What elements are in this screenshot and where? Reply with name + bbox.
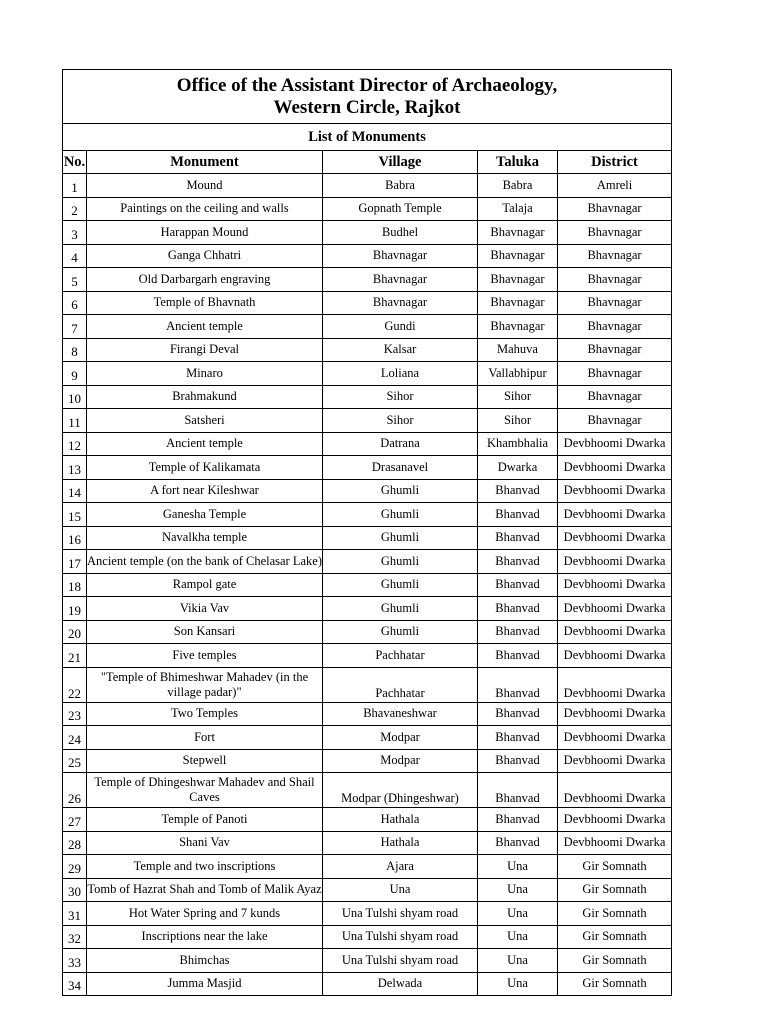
taluka-cell: Bhanvad — [478, 550, 558, 574]
monuments-table — [62, 69, 672, 996]
taluka-cell: Una — [478, 902, 558, 926]
taluka-cell: Bhavnagar — [478, 244, 558, 268]
monument-cell: Minaro — [87, 362, 323, 386]
village-cell: Pachhatar — [323, 644, 478, 668]
district-cell: Gir Somnath — [558, 878, 672, 902]
taluka-cell: Bhavnagar — [478, 291, 558, 315]
table-row — [63, 526, 672, 550]
taluka-cell: Bhanvad — [478, 749, 558, 773]
row-number: 31 — [63, 902, 87, 926]
row-number: 34 — [63, 972, 87, 996]
monument-cell: Inscriptions near the lake — [87, 925, 323, 949]
district-cell: Devbhoomi Dwarka — [558, 702, 672, 726]
row-number: 24 — [63, 726, 87, 750]
table-row — [63, 667, 672, 702]
title-line-1: Office of the Assistant Director of Archaeology, — [176, 74, 558, 96]
district-cell: Devbhoomi Dwarka — [558, 597, 672, 621]
taluka-cell: Sihor — [478, 409, 558, 433]
table-body — [63, 174, 672, 996]
table-row — [63, 949, 672, 973]
taluka-cell: Mahuva — [478, 338, 558, 362]
district-cell: Devbhoomi Dwarka — [558, 749, 672, 773]
title-row — [63, 70, 672, 124]
monument-cell: Mound — [87, 174, 323, 198]
row-number: 30 — [63, 878, 87, 902]
village-cell: Loliana — [323, 362, 478, 386]
table-row — [63, 808, 672, 832]
monument-cell: Temple of Bhavnath — [87, 291, 323, 315]
village-cell: Modpar (Dhingeshwar) — [323, 773, 478, 808]
district-cell: Bhavnagar — [558, 338, 672, 362]
village-cell: Ghumli — [323, 479, 478, 503]
monument-cell: Temple of Panoti — [87, 808, 323, 832]
district-cell: Devbhoomi Dwarka — [558, 479, 672, 503]
table-row — [63, 573, 672, 597]
monument-cell: Rampol gate — [87, 573, 323, 597]
monument-cell: Tomb of Hazrat Shah and Tomb of Malik Ayaz — [87, 878, 323, 902]
village-cell: Kalsar — [323, 338, 478, 362]
row-number: 16 — [63, 526, 87, 550]
village-cell: Una Tulshi shyam road — [323, 902, 478, 926]
monument-cell: Five temples — [87, 644, 323, 668]
village-cell: Modpar — [323, 726, 478, 750]
taluka-cell: Bhanvad — [478, 479, 558, 503]
district-cell: Bhavnagar — [558, 291, 672, 315]
table-row — [63, 409, 672, 433]
monument-cell: Son Kansari — [87, 620, 323, 644]
village-cell: Una Tulshi shyam road — [323, 949, 478, 973]
monument-cell: Ancient temple — [87, 432, 323, 456]
row-number: 9 — [63, 362, 87, 386]
table-row — [63, 925, 672, 949]
table-row — [63, 268, 672, 292]
table-row — [63, 338, 672, 362]
row-number: 7 — [63, 315, 87, 339]
village-cell: Ghumli — [323, 503, 478, 527]
table-row — [63, 620, 672, 644]
header-taluka: Taluka — [478, 151, 558, 174]
monument-cell: Firangi Deval — [87, 338, 323, 362]
row-number: 5 — [63, 268, 87, 292]
district-cell: Bhavnagar — [558, 221, 672, 245]
table-row — [63, 244, 672, 268]
header-no: No. — [63, 151, 87, 174]
table-row — [63, 291, 672, 315]
row-number: 18 — [63, 573, 87, 597]
village-cell: Delwada — [323, 972, 478, 996]
taluka-cell: Bhanvad — [478, 808, 558, 832]
taluka-cell: Bhanvad — [478, 726, 558, 750]
monument-cell: Ancient temple — [87, 315, 323, 339]
village-cell: Hathala — [323, 808, 478, 832]
table-row — [63, 855, 672, 879]
district-cell: Gir Somnath — [558, 855, 672, 879]
row-number: 17 — [63, 550, 87, 574]
village-cell: Pachhatar — [323, 667, 478, 702]
monument-cell: Harappan Mound — [87, 221, 323, 245]
district-cell: Devbhoomi Dwarka — [558, 503, 672, 527]
village-cell: Datrana — [323, 432, 478, 456]
title-line-2: Western Circle, Rajkot — [273, 96, 461, 118]
row-number: 26 — [63, 773, 87, 808]
district-cell: Bhavnagar — [558, 244, 672, 268]
village-cell: Sihor — [323, 409, 478, 433]
district-cell: Devbhoomi Dwarka — [558, 526, 672, 550]
village-cell: Bhavnagar — [323, 291, 478, 315]
monument-cell: Temple of Dhingeshwar Mahadev and Shail Caves — [87, 773, 323, 808]
village-cell: Bhavaneshwar — [323, 702, 478, 726]
district-cell: Devbhoomi Dwarka — [558, 550, 672, 574]
monument-cell: Bhimchas — [87, 949, 323, 973]
district-cell: Bhavnagar — [558, 268, 672, 292]
taluka-cell: Bhanvad — [478, 620, 558, 644]
column-header-row — [63, 151, 672, 174]
taluka-cell: Bhavnagar — [478, 221, 558, 245]
taluka-cell: Una — [478, 855, 558, 879]
table-row — [63, 362, 672, 386]
taluka-cell: Bhanvad — [478, 667, 558, 702]
taluka-cell: Bhanvad — [478, 773, 558, 808]
row-number: 8 — [63, 338, 87, 362]
table-row — [63, 972, 672, 996]
table-row — [63, 726, 672, 750]
taluka-cell: Bhanvad — [478, 831, 558, 855]
district-cell: Gir Somnath — [558, 949, 672, 973]
village-cell: Bhavnagar — [323, 268, 478, 292]
row-number: 10 — [63, 385, 87, 409]
district-cell: Devbhoomi Dwarka — [558, 644, 672, 668]
row-number: 25 — [63, 749, 87, 773]
district-cell: Devbhoomi Dwarka — [558, 667, 672, 702]
taluka-cell: Vallabhipur — [478, 362, 558, 386]
village-cell: Ghumli — [323, 526, 478, 550]
table-row — [63, 385, 672, 409]
row-number: 21 — [63, 644, 87, 668]
village-cell: Hathala — [323, 831, 478, 855]
row-number: 33 — [63, 949, 87, 973]
village-cell: Ghumli — [323, 573, 478, 597]
monument-cell: Temple of Kalikamata — [87, 456, 323, 480]
table-row — [63, 503, 672, 527]
monument-cell: "Temple of Bhimeshwar Mahadev (in the village padar)" — [87, 667, 323, 702]
village-cell: Ghumli — [323, 550, 478, 574]
monument-cell: Hot Water Spring and 7 kunds — [87, 902, 323, 926]
monument-cell: Fort — [87, 726, 323, 750]
taluka-cell: Una — [478, 878, 558, 902]
district-cell: Devbhoomi Dwarka — [558, 808, 672, 832]
village-cell: Babra — [323, 174, 478, 198]
village-cell: Gundi — [323, 315, 478, 339]
taluka-cell: Bhanvad — [478, 702, 558, 726]
table-row — [63, 597, 672, 621]
document-title — [63, 70, 672, 124]
taluka-cell: Bhanvad — [478, 573, 558, 597]
table-row — [63, 221, 672, 245]
taluka-cell: Bhanvad — [478, 526, 558, 550]
district-cell: Devbhoomi Dwarka — [558, 620, 672, 644]
table-row — [63, 174, 672, 198]
district-cell: Gir Somnath — [558, 972, 672, 996]
row-number: 4 — [63, 244, 87, 268]
district-cell: Bhavnagar — [558, 362, 672, 386]
document-subtitle: List of Monuments — [63, 124, 672, 151]
monument-cell: Satsheri — [87, 409, 323, 433]
row-number: 6 — [63, 291, 87, 315]
village-cell: Drasanavel — [323, 456, 478, 480]
table-row — [63, 479, 672, 503]
monument-cell: Paintings on the ceiling and walls — [87, 197, 323, 221]
district-cell: Bhavnagar — [558, 315, 672, 339]
monument-cell: Temple and two inscriptions — [87, 855, 323, 879]
taluka-cell: Una — [478, 925, 558, 949]
taluka-cell: Bhanvad — [478, 503, 558, 527]
district-cell: Devbhoomi Dwarka — [558, 573, 672, 597]
taluka-cell: Una — [478, 972, 558, 996]
header-district: District — [558, 151, 672, 174]
table-row — [63, 550, 672, 574]
taluka-cell: Bhavnagar — [478, 268, 558, 292]
district-cell: Gir Somnath — [558, 925, 672, 949]
taluka-cell: Bhanvad — [478, 644, 558, 668]
row-number: 12 — [63, 432, 87, 456]
village-cell: Ghumli — [323, 620, 478, 644]
district-cell: Bhavnagar — [558, 385, 672, 409]
district-cell: Amreli — [558, 174, 672, 198]
table-row — [63, 315, 672, 339]
village-cell: Ghumli — [323, 597, 478, 621]
row-number: 2 — [63, 197, 87, 221]
village-cell: Gopnath Temple — [323, 197, 478, 221]
taluka-cell: Una — [478, 949, 558, 973]
monument-cell: Jumma Masjid — [87, 972, 323, 996]
village-cell: Sihor — [323, 385, 478, 409]
taluka-cell: Khambhalia — [478, 432, 558, 456]
district-cell: Devbhoomi Dwarka — [558, 432, 672, 456]
row-number: 23 — [63, 702, 87, 726]
monument-cell: Brahmakund — [87, 385, 323, 409]
row-number: 19 — [63, 597, 87, 621]
taluka-cell: Sihor — [478, 385, 558, 409]
monument-cell: Vikia Vav — [87, 597, 323, 621]
header-monument: Monument — [87, 151, 323, 174]
table-row — [63, 902, 672, 926]
monument-cell: A fort near Kileshwar — [87, 479, 323, 503]
monument-cell: Two Temples — [87, 702, 323, 726]
table-row — [63, 197, 672, 221]
row-number: 32 — [63, 925, 87, 949]
row-number: 28 — [63, 831, 87, 855]
taluka-cell: Talaja — [478, 197, 558, 221]
monument-cell: Ancient temple (on the bank of Chelasar Lake) — [87, 550, 323, 574]
village-cell: Modpar — [323, 749, 478, 773]
village-cell: Una Tulshi shyam road — [323, 925, 478, 949]
row-number: 20 — [63, 620, 87, 644]
village-cell: Budhel — [323, 221, 478, 245]
taluka-cell: Bhavnagar — [478, 315, 558, 339]
district-cell: Devbhoomi Dwarka — [558, 726, 672, 750]
monument-cell: Old Darbargarh engraving — [87, 268, 323, 292]
monument-cell: Navalkha temple — [87, 526, 323, 550]
district-cell: Devbhoomi Dwarka — [558, 773, 672, 808]
village-cell: Ajara — [323, 855, 478, 879]
row-number: 3 — [63, 221, 87, 245]
table-row — [63, 749, 672, 773]
row-number: 1 — [63, 174, 87, 198]
district-cell: Gir Somnath — [558, 902, 672, 926]
taluka-cell: Babra — [478, 174, 558, 198]
subtitle-row — [63, 124, 672, 151]
village-cell: Bhavnagar — [323, 244, 478, 268]
header-village: Village — [323, 151, 478, 174]
table-row — [63, 831, 672, 855]
district-cell: Bhavnagar — [558, 409, 672, 433]
table-row — [63, 702, 672, 726]
taluka-cell: Dwarka — [478, 456, 558, 480]
monument-cell: Ganesha Temple — [87, 503, 323, 527]
district-cell: Devbhoomi Dwarka — [558, 831, 672, 855]
village-cell: Una — [323, 878, 478, 902]
taluka-cell: Bhanvad — [478, 597, 558, 621]
row-number: 15 — [63, 503, 87, 527]
row-number: 27 — [63, 808, 87, 832]
table-row — [63, 432, 672, 456]
monument-cell: Ganga Chhatri — [87, 244, 323, 268]
table-row — [63, 878, 672, 902]
row-number: 29 — [63, 855, 87, 879]
table-row — [63, 644, 672, 668]
district-cell: Bhavnagar — [558, 197, 672, 221]
table-row — [63, 773, 672, 808]
table-row — [63, 456, 672, 480]
row-number: 14 — [63, 479, 87, 503]
row-number: 13 — [63, 456, 87, 480]
row-number: 22 — [63, 667, 87, 702]
monument-cell: Shani Vav — [87, 831, 323, 855]
district-cell: Devbhoomi Dwarka — [558, 456, 672, 480]
row-number: 11 — [63, 409, 87, 433]
monument-cell: Stepwell — [87, 749, 323, 773]
